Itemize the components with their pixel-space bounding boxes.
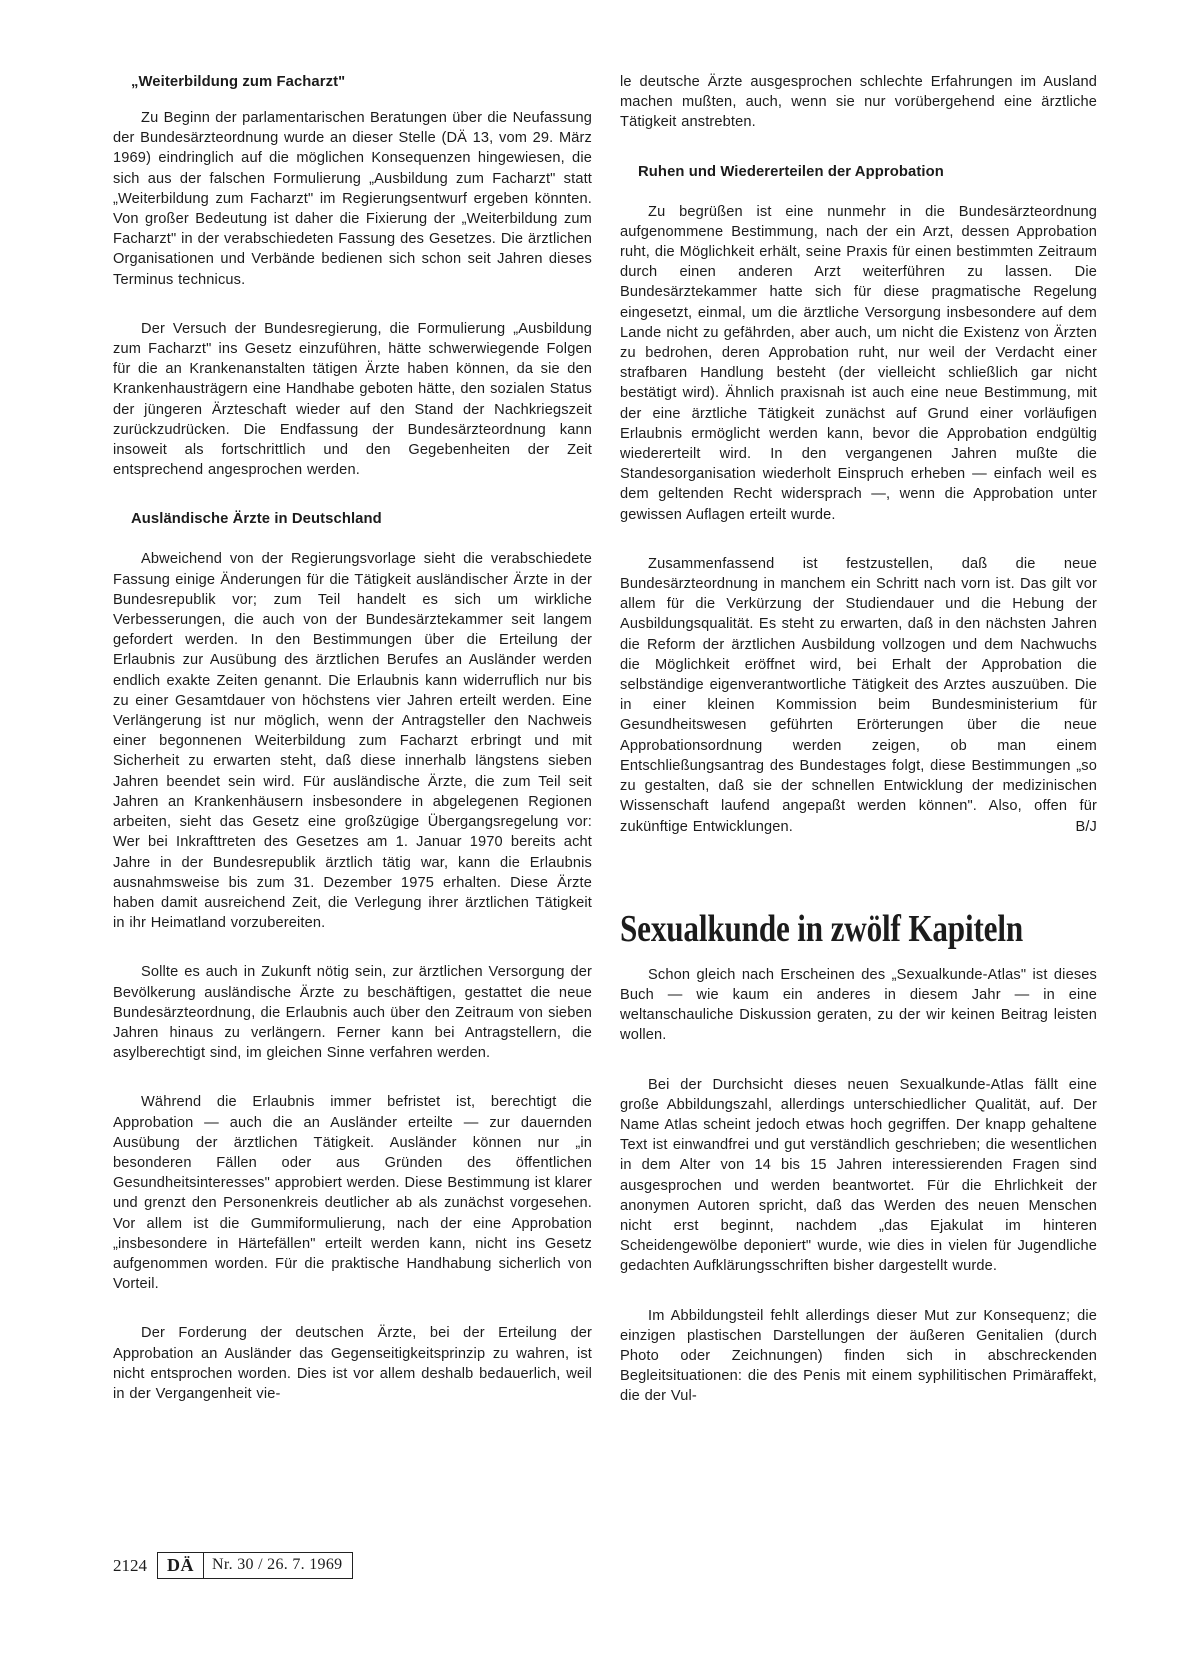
paragraph-continuation: le deutsche Ärzte ausgesprochen schlechte Erfahrungen im Ausland machen mußten, auch, wenn sie nur vorübergehend eine ärztliche Tätigkeit anstrebten.	[620, 74, 1097, 131]
journal-logo: DÄ	[158, 1553, 204, 1578]
section-heading-auslaendische-aerzte: Ausländische Ärzte in Deutschland	[131, 511, 382, 528]
left-column	[113, 72, 592, 1433]
section-heading-ruhen-approbation: Ruhen und Wiedererteilen der Approbation	[638, 163, 944, 180]
spacer	[620, 837, 1097, 907]
paragraph: Während die Erlaubnis immer befristet ist, berechtigt die Approbation — auch die an Ausländer erteilte — zur dauernden Ausübung der ärztlichen Tätigkeit. Ausländer können nur „in besonderen Fällen oder aus Gründen des öffentlichen Gesundheitsinteresses" approbiert werden. Diese Bestimmung ist klarer und grenzt den Personenkreis deutlicher ab als zunächst vorgesehen. Vor allem ist die Gummiformulierung, nach der eine Approbation „insbesondere in Härtefällen" erteilt werden kann, nicht ins Gesetz aufgenommen worden. Für die praktische Handhabung sicherlich von Vorteil.	[113, 1094, 592, 1293]
article-title: Sexualkunde in zwölf Kapiteln	[620, 907, 1024, 950]
page-number: 2124	[113, 1555, 147, 1575]
right-column	[620, 72, 1097, 1436]
paragraph: Sollte es auch in Zukunft nötig sein, zur ärztlichen Versorgung der Bevölkerung ausländische Ärzte zu beschäftigen, gestattet die neue Bundesärzteordnung, die Erlaubnis auch über den Zeitraum von sieben Jahren hinaus zu verlängern. Ferner kann bei Antragstellern, die asylberechtigt sind, im gleichen Sinne verfahren werden.	[113, 964, 592, 1062]
paragraph: Schon gleich nach Erscheinen des „Sexualkunde-Atlas" ist dieses Buch — wie kaum ein anderes in diesem Jahr — in eine weltanschauliche Diskussion geraten, zu der wir keinen Beitrag leisten wollen.	[620, 966, 1097, 1044]
author-signature: B/J	[1075, 818, 1097, 835]
paragraph: Zu begrüßen ist eine nunmehr in die Bundesärzteordnung aufgenommene Bestimmung, nach der ein Arzt, dessen Approbation ruht, die Möglichkeit erhält, seine Praxis für einen bestimmten Zeitraum durch einen anderen Arzt weiterführen zu lassen. Die Bundesärztekammer hatte sich für diese pragmatische Regelung eingesetzt, einmal, um die ärztliche Versorgung insbesondere auf dem Lande nicht zu gefährden, aber auch, um nicht die Existenz von Ärzten zu bedrohen, deren Approbation ruht, nur weil der Verdacht einer strafbaren Handlung besteht (der vielleicht schließlich gar nicht bestätigt wird). Ähnlich praxisnah ist auch eine neue Bestimmung, mit der eine ärztliche Tätigkeit zunächst auf Grund einer vorläufigen Erlaubnis ermöglicht werden kann, bevor die Approbation endgültig wiedererteilt wird. In den vergangenen Jahren mußte die Standesorganisation wiederholt Einspruch erheben — einfach weil es dem geltenden Recht widersprach —, wenn die Approbation unter gewissen Auflagen erteilt wurde.	[620, 203, 1097, 523]
paragraph-with-signature	[620, 554, 1097, 837]
paragraph: Im Abbildungsteil fehlt allerdings dieser Mut zur Konsequenz; die einzigen plastischen Darstellungen der äußeren Genitalien (durch Photo oder Zeichnungen) finden sich in abschreckenden Begleitsituationen: die des Penis mit einem syphilitischen Primäraffekt, die der Vul-	[620, 1307, 1097, 1405]
paragraph: Abweichend von der Regierungsvorlage sieht die verabschiedete Fassung einige Änderungen für die Tätigkeit ausländischer Ärzte in der Bundesrepublik vor; zum Teil handelt es sich um wirkliche Verbesserungen, die auch von der Bundesärztekammer seit langem gefordert werden. In den Bestimmungen über die Erteilung der Erlaubnis zur Ausübung des ärztlichen Berufes an Ausländer werden endlich exakte Zeiten genannt. Die Erlaubnis kann widerruflich nur bis zu einer Gesamtdauer von höchstens vier Jahren erteilt werden. Eine Verlängerung ist nur möglich, wenn der Antragsteller den Nachweis einer begonnenen Weiterbildung zum Facharzt erbringt und mit Sicherheit zu erwarten steht, daß diese innerhalb längstens sieben Jahren beendet sein wird. Für ausländische Ärzte, die zum Teil seit Jahren an Krankenhäusern insbesondere in abgelegenen Regionen arbeiten, sieht das Gesetz eine großzügige Übergangsregelung vor: Wer bei Inkrafttreten des Gesetzes am 1. Januar 1970 bereits acht Jahre in der Bundesrepublik ärztlich tätig war, kann die Erlaubnis ausnahmsweise bis zum 31. Dezember 1975 erhalten. Diese Ärzte haben damit ausreichend Zeit, die Verlegung ihrer ärztlichen Tätigkeit in ihr Heimatland vorzubereiten.	[113, 551, 592, 932]
paragraph: Der Forderung der deutschen Ärzte, bei der Erteilung der Approbation an Ausländer das Gegenseitigkeitsprinzip zu wahren, ist nicht entsprochen worden. Dies ist vor allem deshalb bedauerlich, weil in der Vergangenheit vie-	[113, 1325, 592, 1402]
paragraph: Bei der Durchsicht dieses neuen Sexualkunde-Atlas fällt eine große Abbildungszahl, allerdings unterschiedlicher Qualität, auf. Der Name Atlas scheint jedoch etwas hoch gegriffen. Der knapp gehaltene Text ist einwandfrei und gut verständlich geschrieben; die wesentlichen in dem Alter von 14 bis 15 Jahren interessierenden Fragen sind ausgesprochen und werden beantwortet. Für die Ehrlichkeit der anonymen Autoren spricht, daß das Werden des neuen Menschen nicht erst beginnt, nachdem „das Ejakulat im hinteren Scheidengewölbe deponiert" wurde, wie dies in vielen für Jugendliche gedachten Aufklärungsschriften bisher dargestellt wurde.	[620, 1076, 1097, 1275]
paragraph: Zu Beginn der parlamentarischen Beratungen über die Neufassung der Bundesärzteordnung wurde an dieser Stelle (DÄ 13, vom 29. März 1969) eindringlich auf die möglichen Konsequenzen hingewiesen, die sich aus der falschen Formulierung „Ausbildung zum Facharzt" statt „Weiterbildung zum Facharzt" im Regierungsentwurf ergeben könnten. Von großer Bedeutung ist daher die Fixierung der „Weiterbildung zum Facharzt" in der verabschiedeten Fassung des Gesetzes. Die ärztlichen Organisationen und Verbände bedienen sich schon seit Jahren dieses Terminus technicus.	[113, 110, 592, 288]
section-heading-weiterbildung: „Weiterbildung zum Facharzt"	[131, 74, 346, 90]
paragraph: Der Versuch der Bundesregierung, die Formulierung „Ausbildung zum Facharzt" ins Gesetz einzuführen, hätte schwerwiegende Folgen für die an Krankenanstalten tätigen Ärzte haben können, da sie den Krankenhausträgern eine Handhabe geboten hätte, den sozialen Status der jüngeren Ärzteschaft wieder auf den Stand der Nachkriegszeit zurückzudrücken. Die Endfassung der Bundesärzteordnung kann insoweit als fortschrittlich und den Gegebenheiten der Zeit entsprechend angesprochen werden.	[113, 320, 592, 479]
issue-info: Nr. 30 / 26. 7. 1969	[212, 1556, 343, 1573]
paragraph-text: Zusammenfassend ist festzustellen, daß die neue Bundesärzteordnung in manchem ein Schritt nach vorn ist. Das gilt vor allem für die Verkürzung der Studiendauer und die Hebung der Ausbildungsqualität. Es steht zu erwarten, daß in den nächsten Jahren die Reform der ärztlichen Ausbildung vollzogen und dem Nachwuchs die Möglichkeit eröffnet wird, bei Erhalt der Approbation die selbständige eigenverantwortliche Tätigkeit des Arztes auszuüben. Die in einer kleinen Kommission beim Bundesministerium für Gesundheitswesen geführten Erörterungen über die neue Approbationsordnung werden zeigen, ob man einem Entschließungsantrag des Bundestages folgt, diese Bestimmungen „so zu gestalten, daß sie der schnellen Entwicklung der medizinischen Wissenschaft laufend angepaßt werden können". Also, offen für zukünftige Entwicklungen.	[620, 555, 1097, 835]
page-footer	[113, 1552, 353, 1579]
journal-badge	[157, 1552, 353, 1579]
